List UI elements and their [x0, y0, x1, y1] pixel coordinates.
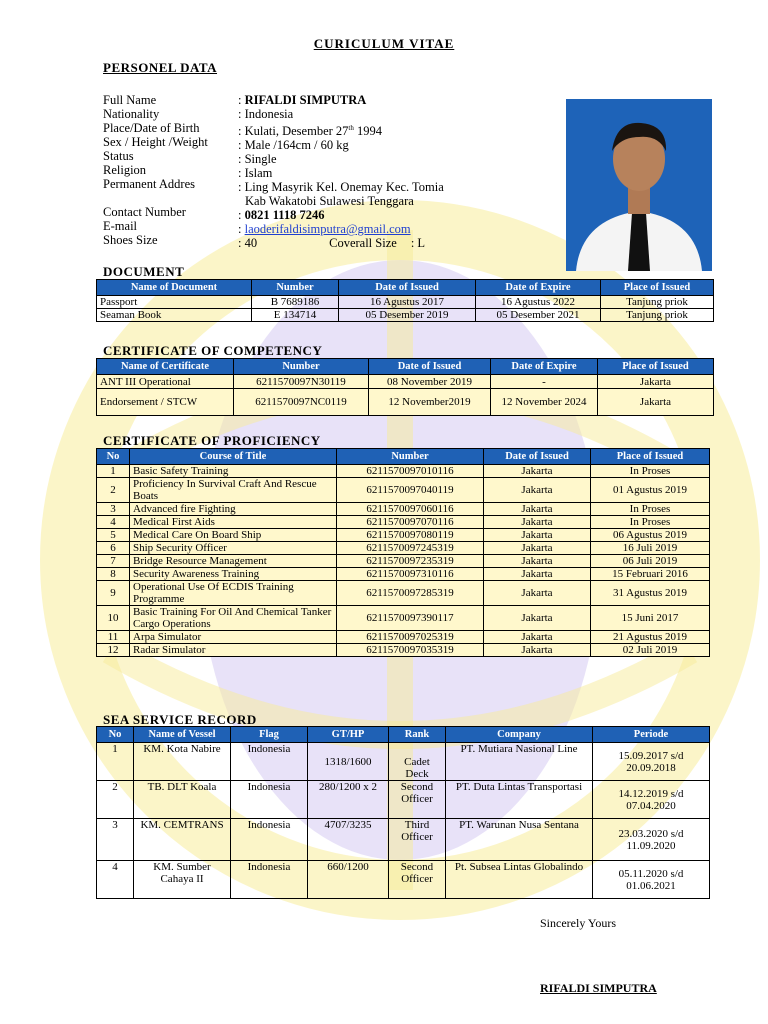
signature-name: RIFALDI SIMPUTRA — [540, 981, 657, 995]
table-row: 2 TB. DLT Koala Indonesia 280/1200 x 2 Second Officer PT. Duta Lintas Transportasi 14.12.2019 s/d 07.04.2020 — [97, 781, 710, 819]
profile-photo — [566, 99, 712, 271]
contact-number: 0821 1118 7246 — [244, 208, 325, 223]
sea-table: No Name of Vessel Flag GT/HP Rank Company Periode 1 KM. Kota Nabire Indonesia 1318/1600 Cadet Deck PT. Mutiara Nasional Line 15.09.2017 s/d 20.09.2018 2 TB. DLT Koala Indonesia 280/1200 x 2 Second Officer PT. Duta Lintas Transportasi 14.12.2019 s/d 07.04.2020 3 KM. CEMTRANS Indonesia 4707/3235 Third Officer PT. Warunan Nusa Sentana 23.03.2020 s/d 11.09.2020 4 KM. Sumber Cahaya II Indonesia 660/1200 Second Officer Pt. Subsea Lintas Globalindo 05.11.2020 s/d 01.06.2021 — [96, 726, 710, 899]
proficiency-heading: CERTIFICATE OF PROFICIENCY — [103, 433, 321, 448]
sea-heading: SEA SERVICE RECORD — [103, 712, 257, 727]
competency-heading: CERTIFICATE OF COMPETENCY — [103, 343, 323, 358]
table-row: 6 Ship Security Officer 6211570097245319 Jakarta 16 Juli 2019 — [97, 542, 710, 555]
table-row: 11 Arpa Simulator 6211570097025319 Jakarta 21 Agustus 2019 — [97, 631, 710, 644]
religion: Islam — [244, 166, 273, 181]
personal-values: : RIFALDI SIMPUTRA : Indonesia : Kulati, Desember 27th 1994 : Male /164cm / 60 kg : Single : Islam : Ling Masyrik Kel. Onemay Kec. Tomia Kab Wakatobi Sulawesi Tenggara : 0821 1118 7246 : laoderifaldisimputra@gmail.com : 40 Coverall Size : L — [238, 93, 444, 251]
nationality: Indonesia — [244, 107, 294, 121]
document-table: Name of Document Number Date of Issued Date of Expire Place of Issued Passport B 7689186 16 Agustus 2017 16 Agustus 2022 Tanjung priok Seaman Book E 134714 05 Desember 2019 05 Desember 2021 Tanjung priok — [96, 279, 714, 322]
table-row: Passport B 7689186 16 Agustus 2017 16 Agustus 2022 Tanjung priok — [97, 296, 714, 309]
address-line2: Kab Wakatobi Sulawesi Tenggara — [245, 194, 414, 209]
address-line1: Ling Masyrik Kel. Onemay Kec. Tomia — [244, 180, 444, 195]
table-row: 3 Advanced fire Fighting 6211570097060116 Jakarta In Proses — [97, 503, 710, 516]
competency-table: Name of Certificate Number Date of Issued Date of Expire Place of Issued ANT III Operational 6211570097N30119 08 November 2019 - Jakarta Endorsement / STCW 6211570097NC0119 12 November2019 12 November 2024 Jakarta — [96, 358, 714, 416]
table-row: 5 Medical Care On Board Ship 6211570097080119 Jakarta 06 Agustus 2019 — [97, 529, 710, 542]
sex-height-weight: Male /164cm / 60 kg — [244, 138, 349, 153]
table-row: 8 Security Awareness Training 6211570097310116 Jakarta 15 Februari 2016 — [97, 568, 710, 581]
status: Single — [244, 152, 277, 167]
table-row: 4 Medical First Aids 6211570097070116 Jakarta In Proses — [97, 516, 710, 529]
birth: Kulati, Desember 27 — [244, 124, 349, 139]
table-row: 1 KM. Kota Nabire Indonesia 1318/1600 Cadet Deck PT. Mutiara Nasional Line 15.09.2017 s/d 20.09.2018 — [97, 743, 710, 781]
shoes-size: 40 — [244, 236, 258, 251]
table-row: 10 Basic Training For Oil And Chemical Tanker Cargo Operations 6211570097390117 Jakarta 15 Juni 2017 — [97, 606, 710, 631]
table-row: ANT III Operational 6211570097N30119 08 November 2019 - Jakarta — [97, 375, 714, 389]
table-row: 2 Proficiency In Survival Craft And Rescue Boats 6211570097040119 Jakarta 01 Agustus 2019 — [97, 478, 710, 503]
full-name: RIFALDI SIMPUTRA — [244, 93, 367, 107]
personal-labels: Full Name Nationality Place/Date of Birth Sex / Height /Weight Status Religion Permanent Addres Contact Number E-mail Shoes Size — [103, 93, 208, 247]
table-row: 4 KM. Sumber Cahaya II Indonesia 660/1200 Second Officer Pt. Subsea Lintas Globalindo 05.11.2020 s/d 01.06.2021 — [97, 861, 710, 899]
closing-text: Sincerely Yours — [540, 916, 617, 930]
table-row: 1 Basic Safety Training 6211570097010116 Jakarta In Proses — [97, 465, 710, 478]
document-title: CURICULUM VITAE — [313, 36, 455, 51]
table-row: Seaman Book E 134714 05 Desember 2019 05 Desember 2021 Tanjung priok — [97, 309, 714, 322]
table-row: 3 KM. CEMTRANS Indonesia 4707/3235 Third Officer PT. Warunan Nusa Sentana 23.03.2020 s/d 11.09.2020 — [97, 819, 710, 861]
table-row: 7 Bridge Resource Management 6211570097235319 Jakarta 06 Juli 2019 — [97, 555, 710, 568]
email-link[interactable]: laoderifaldisimputra@gmail.com — [244, 222, 411, 237]
table-row: Endorsement / STCW 6211570097NC0119 12 November2019 12 November 2024 Jakarta — [97, 389, 714, 416]
table-row: 9 Operational Use Of ECDIS Training Programme 6211570097285319 Jakarta 31 Agustus 2019 — [97, 581, 710, 606]
table-row: 12 Radar Simulator 6211570097035319 Jakarta 02 Juli 2019 — [97, 644, 710, 657]
proficiency-table: No Course of Title Number Date of Issued Place of Issued 1 Basic Safety Training 6211570097010116 Jakarta In Proses 2 Proficiency In Survival Craft And Rescue Boats 6211570097040119 Jakarta 01 Agustus 2019 3 Advanced fire Fighting 6211570097060116 Jakarta In Proses 4 Medical First Aids 6211570097070116 Jakarta In Proses 5 Medical Care On Board Ship 6211570097080119 Jakarta 06 Agustus 2019 6 Ship Security Officer 6211570097245319 Jakarta 16 Juli 2019 7 Bridge Resource Management 6211570097235319 Jakarta 06 Juli 2019 8 Security Awareness Training 6211570097310116 Jakarta 15 Februari 2016 9 Operational Use Of ECDIS Training Programme 6211570097285319 Jakarta 31 Agustus 2019 10 Basic Training For Oil And Chemical Tanker Cargo Operations 6211570097390117 Jakarta 15 Juni 2017 11 Arpa Simulator 6211570097025319 Jakarta 21 Agustus 2019 12 Radar Simulator 6211570097035319 Jakarta 02 Juli 2019 — [96, 448, 710, 657]
personal-heading: PERSONEL DATA — [103, 60, 218, 75]
document-heading: DOCUMENT — [103, 264, 185, 279]
